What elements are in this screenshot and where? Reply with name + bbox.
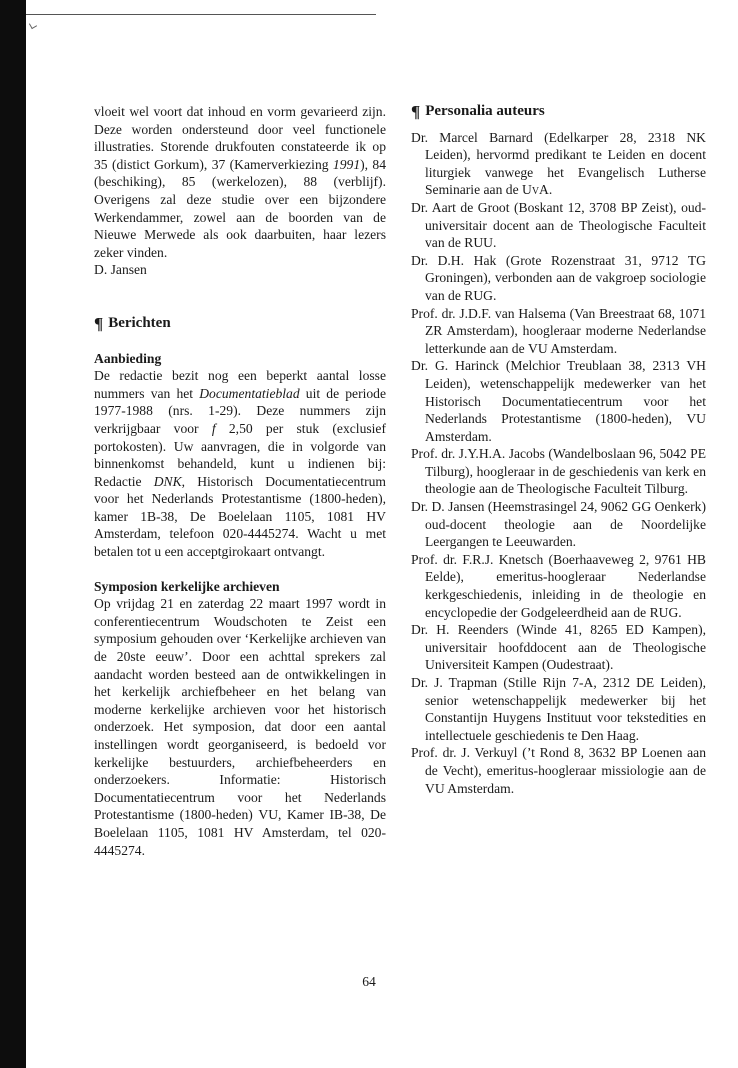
personalia-entry: Dr. H. Reenders (Winde 41, 8265 ED Kampen), universitair hoofddocent aan de Theologische Universiteit Kampen (Oudestraat). [411,622,706,673]
aanbieding-heading: Aanbieding [94,350,162,366]
personalia-entry: Prof. dr. J.D.F. van Halsema (Van Breestraat 68, 1071 ZR Amsterdam), hoogleraar moderne Nederlandse letterkunde aan de VU Amsterdam. [411,305,706,356]
aanbieding-text: De redactie bezit nog een beperkt aantal losse nummers van het Documentatieblad uit de periode 1977-1988 (nrs. 1-29). Deze nummers zijn verkrijgbaar voor f 2,50 per stuk (exclusief portokosten). Uw aanvragen, die in volgorde van binnenkomst behandeld, kunt u indienen bij: Redactie DNK, Historisch Documentatiecentrum voor het Nederlands Protestantisme (1800-heden), kamer 1B-38, De Boelelaan 1105, 1081 HV Amsterdam, telefoon 020-4445274. Wacht u met betalen tot u een acceptgirokaart ontvangt. [94,368,386,560]
section-heading-berichten: ¶ Berichten [94,313,171,333]
symposion-heading: Symposion kerkelijke archieven [94,578,280,594]
personalia-entry: Dr. D.H. Hak (Grote Rozenstraat 31, 9712 TG Groningen), verbonden aan de vakgroep sociologie van de RUG. [411,252,706,303]
personalia-entry: Prof. dr. F.R.J. Knetsch (Boerhaaveweg 2, 9761 HB Eelde), emeritus-hoogleraar Nederlandse kerkgeschiedenis, inleiding in de theologie en encyclopedie der Godgeleerdheid aan de RUG. [411,551,706,620]
personalia-entry: Dr. Aart de Groot (Boskant 12, 3708 BP Zeist), oud-universitair docent aan de Theologische Faculteit van de RUU. [411,199,706,251]
review-ending: vloeit wel voort dat inhoud en vorm gevarieerd zijn. Deze worden ondersteund door veel functionele illustraties. Storende drukfouten constateerde ik op 35 (distict Gorkum), 37 (Kamerverkiezing 1991), 84 (beschiking), 85 (werkelozen), 88 (verblijf). Overigens zal deze studie over een bijzondere Werkendammer, zowel aan de boorden van de Nieuwe Merwede als ook daarbuiten, haar lezers zeker vinden. [94,104,386,260]
personalia-entry: Dr. Marcel Barnard (Edelkarper 28, 2318 NK Leiden), hervormd predikant te Leiden en docent liturgiek vanwege het Evangelisch Lutherse Seminarie aan de UvA. [411,129,706,198]
scan-mark [29,21,37,29]
section-heading-personalia: ¶ Personalia auteurs [411,102,545,121]
personalia-entry: Dr. D. Jansen (Heemstrasingel 24, 9062 GG Oenkerk) oud-docent theologie aan de Noordelijke Leergangen te Leeuwarden. [411,499,706,550]
personalia-entry: Prof. dr. J.Y.H.A. Jacobs (Wandelboslaan 96, 5042 PE Tilburg), hoogleraar in de geschiedenis van kerk en theologie aan de Theologische Faculteit Tilburg. [411,446,706,497]
pilcrow-icon: ¶ [411,102,421,121]
pilcrow-icon: ¶ [94,313,104,333]
personalia-list [411,129,706,798]
symposion-text: Op vrijdag 21 en zaterdag 22 maart 1997 wordt in conferentiecentrum Woudschoten te Zeist een symposium gehouden over ‘Kerkelijke archieven van de 20ste eeuw’. Door een achttal sprekers zal aandacht worden besteed aan de ontwikkelingen in het kerkelijk archiefbeheer en het belang van moderne kerkelijke archieven voor het historisch onderzoek. Het symposion, dat door een aantal instellingen wordt georganiseerd, is bedoeld vor kerkelijke bestuurders, archiefbeheerders en onderzoekers. Informatie: Historisch Documentatiecentrum voor het Nederlands Protestantisme (1800-heden) VU, Kamer IB-38, De Boelelaan 1105, 1081 HV Amsterdam, tel 020-4445274. [94,596,386,858]
reviewer-name: D. Jansen [94,262,147,278]
left-column [94,103,386,859]
personalia-entry: Dr. G. Harinck (Melchior Treublaan 38, 2313 VH Leiden), wetenschappelijk medewerker van het Historisch Documentatiecentrum voor het Nederlands Protestantisme (1800-heden), VU Amsterdam. [411,358,706,444]
page-number: 64 [362,974,376,989]
right-column [411,103,706,797]
personalia-entry: Prof. dr. J. Verkuyl (’t Rond 8, 3632 BP Loenen aan de Vecht), emeritus-hoogleraar missiologie aan de VU Amsterdam. [411,745,706,796]
top-rule [26,14,376,15]
personalia-entry: Dr. J. Trapman (Stille Rijn 7-A, 2312 DE Leiden), senior wetenschappelijk medewerker bij het Constantijn Huygens Instituut voor tekstedities en intellectuele geschiedenis te Den Haag. [411,675,706,743]
scan-dark-edge [0,0,26,1068]
